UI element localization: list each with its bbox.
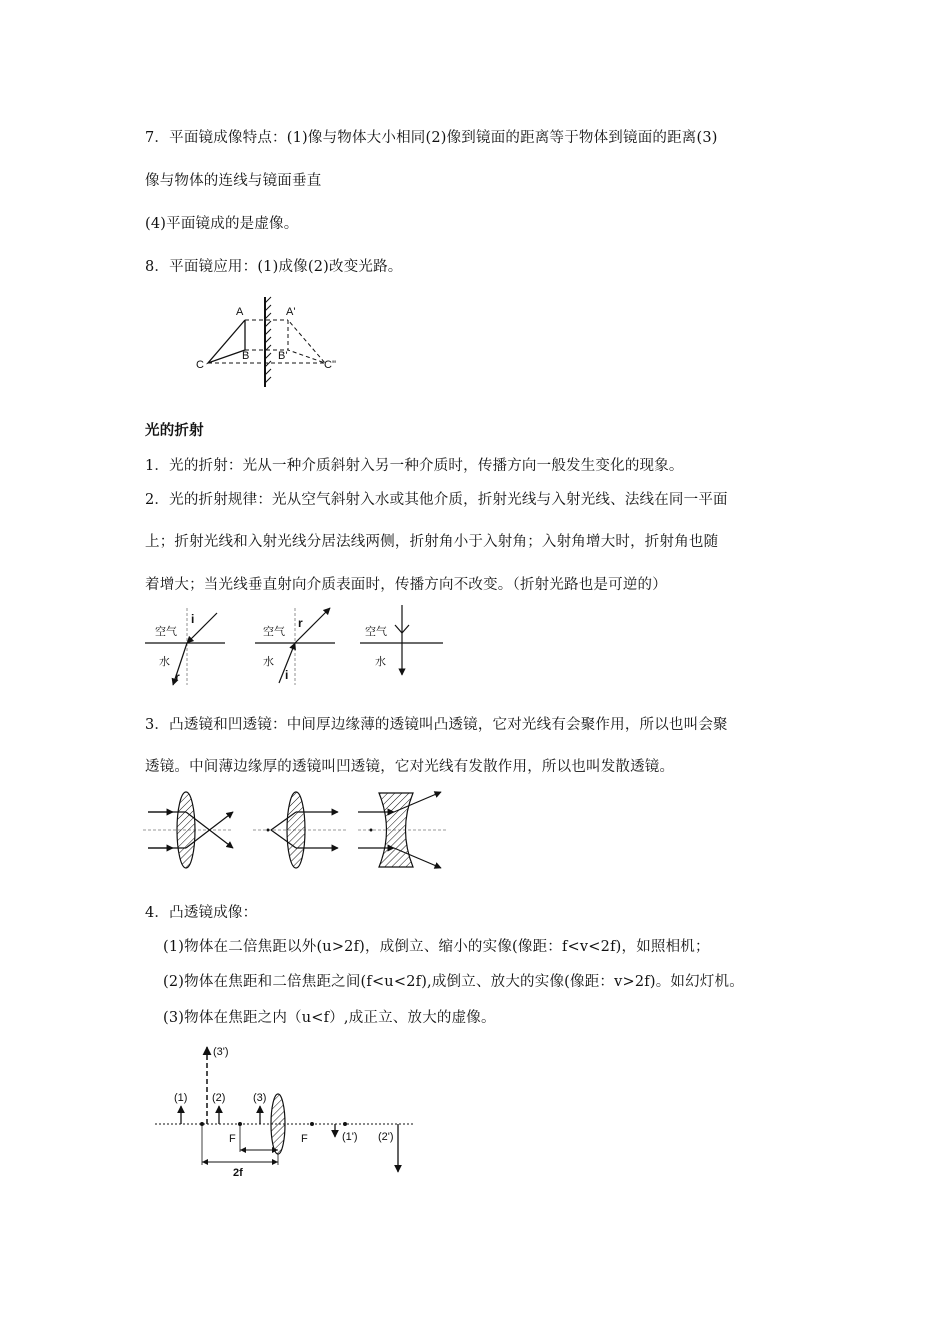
text-line-7c: (4)平面镜成的是虚像。: [145, 216, 299, 232]
label-A: A: [236, 306, 244, 318]
label-water-1: 水: [159, 655, 170, 668]
label-p2-prime: (2'): [378, 1131, 394, 1143]
text-line-4c: (3)物体在焦距之内（u<f）,成正立、放大的虚像。: [163, 1010, 496, 1026]
label-p3: (3): [253, 1092, 267, 1104]
lens-diagrams: [143, 790, 448, 875]
label-2f: 2f: [233, 1167, 243, 1179]
label-F-left: F: [229, 1133, 236, 1145]
label-C-prime: C'': [324, 359, 337, 371]
label-water-2: 水: [263, 655, 274, 668]
label-p1-prime: (1'): [342, 1131, 358, 1143]
label-F-right: F: [301, 1133, 308, 1145]
text-line-r2c: 着增大；当光线垂直射向介质表面时，传播方向不改变。（折射光路也是可逆的）: [145, 577, 667, 593]
label-water-3: 水: [375, 655, 386, 668]
section-title-refraction: 光的折射: [145, 423, 204, 439]
text-line-3b: 透镜。中间薄边缘厚的透镜叫凹透镜，它对光线有发散作用，所以也叫发散透镜。: [145, 759, 675, 775]
text-line-4a: (1)物体在二倍焦距以外(u>2f)，成倒立、缩小的实像(像距：f<v<2f)，如照相机；: [163, 939, 710, 955]
text-line-7b: 像与物体的连线与镜面垂直: [145, 173, 322, 189]
label-r-2: r: [298, 616, 303, 630]
text-line-r2b: 上；折射光线和入射光线分居法线两侧，折射角小于入射角；入射角增大时，折射角也随: [145, 534, 719, 550]
label-air-3: 空气: [365, 625, 387, 638]
text-line-8: 8．平面镜应用：(1)成像(2)改变光路。: [145, 259, 403, 275]
label-air-2: 空气: [263, 625, 285, 638]
text-line-r2a: 2．光的折射规律：光从空气斜射入水或其他介质，折射光线与入射光线、法线在同一平面: [145, 492, 728, 508]
label-p3-prime: (3'): [213, 1046, 229, 1058]
label-i-1: i: [191, 612, 195, 626]
label-p1: (1): [174, 1092, 188, 1104]
text-line-7a: 7．平面镜成像特点：(1)像与物体大小相同(2)像到镜面的距离等于物体到镜面的距离(3): [145, 130, 718, 146]
refraction-diagrams: [145, 603, 445, 688]
text-line-3a: 3．凸透镜和凹透镜：中间厚边缘薄的透镜叫凸透镜，它对光线有会聚作用，所以也叫会聚: [145, 717, 728, 733]
label-A-prime: A': [286, 306, 296, 318]
text-line-4: 4．凸透镜成像：: [145, 905, 258, 921]
label-B-prime: B': [278, 350, 288, 362]
label-i-2: i: [285, 668, 289, 682]
label-air-1: 空气: [155, 625, 177, 638]
text-line-4b: (2)物体在焦距和二倍焦距之间(f<u<2f),成倒立、放大的实像(像距：v>2f)。如幻灯机。: [163, 974, 744, 990]
lens-imaging-diagram: [150, 1040, 430, 1180]
label-C: C: [196, 359, 204, 371]
text-line-r1: 1．光的折射：光从一种介质斜射入另一种介质时，传播方向一般发生变化的现象。: [145, 458, 684, 474]
label-B: B: [242, 350, 250, 362]
label-r-1: r: [175, 670, 180, 684]
plane-mirror-diagram: [190, 295, 350, 390]
label-p2: (2): [212, 1092, 226, 1104]
